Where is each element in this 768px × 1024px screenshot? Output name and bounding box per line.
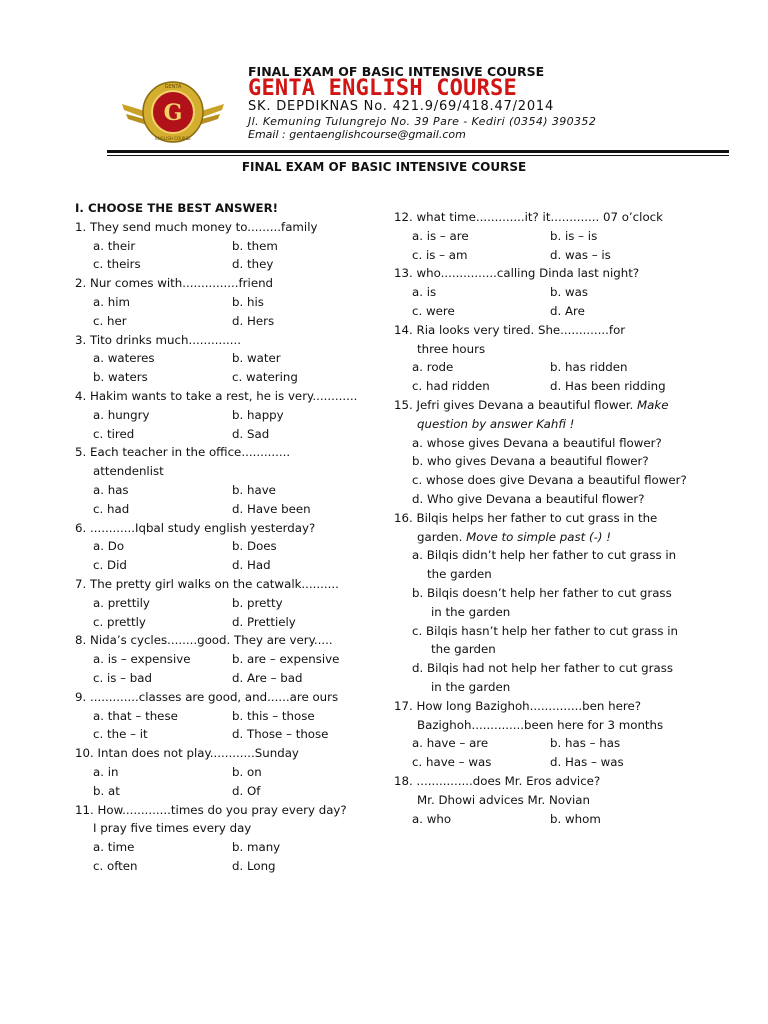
option[interactable]: b. water: [232, 351, 281, 366]
question-18: 18. ...............does Mr. Eros advice? Mr. Dhowi advices Mr. Novian a. who b. whom: [394, 772, 694, 828]
email-line: [248, 128, 466, 141]
exam-title: FINAL EXAM OF BASIC INTENSIVE COURSE: [241, 160, 527, 174]
option[interactable]: d. Are – bad: [232, 670, 303, 685]
option[interactable]: c. have – was: [412, 755, 492, 770]
question-10: 10. Intan does not play............Sunday a. in b. on b. at d. Of: [75, 744, 395, 800]
question-14: 14. Ria looks very tired. She.............for three hours a. rode b. has ridden c. had ridden d. Has been ridding: [394, 321, 694, 396]
question-6: 6. ............Iqbal study english yesterday? a. Do b. Does c. Did d. Had: [75, 519, 395, 575]
option[interactable]: b. this – those: [232, 708, 315, 723]
logo-text-top: GENTA: [164, 84, 182, 90]
option[interactable]: a. in: [93, 764, 119, 779]
option[interactable]: c. is – am: [412, 247, 468, 262]
option[interactable]: a. that – these: [93, 708, 178, 723]
option[interactable]: b. are – expensive: [232, 652, 340, 667]
question-3: 3. Tito drinks much.............. a. wateres b. water b. waters c. watering: [75, 331, 395, 387]
question-13: 13. who...............calling Dinda last night? a. is b. was c. were d. Are: [394, 264, 694, 320]
header-rule-thick: [107, 150, 729, 153]
option[interactable]: c. is – bad: [93, 670, 153, 685]
question-7: 7. The pretty girl walks on the catwalk.......... a. prettily b. pretty c. prettly d. Prettiely: [75, 575, 395, 631]
option[interactable]: a. Do: [93, 539, 125, 554]
option[interactable]: b. on: [232, 764, 262, 779]
address: Jl. Kemuning Tulungrejo No. 39 Pare - Kediri (0354) 390352: [248, 115, 597, 128]
genta-logo: [120, 74, 226, 150]
option[interactable]: c. prettly: [93, 614, 146, 629]
option[interactable]: a. is – are: [412, 228, 469, 243]
option[interactable]: d. Of: [232, 783, 261, 798]
option[interactable]: a. prettily: [93, 595, 150, 610]
question-1: 1. They send much money to.........family a. their b. them c. theirs d. they: [75, 218, 395, 274]
option[interactable]: b. his: [232, 294, 264, 309]
option[interactable]: a. him: [93, 294, 130, 309]
option[interactable]: d. Who give Devana a beautiful flower?: [412, 491, 645, 506]
option[interactable]: b. Does: [232, 539, 277, 554]
option[interactable]: d. they: [232, 257, 274, 272]
option[interactable]: c. watering: [232, 370, 298, 385]
question-2: 2. Nur comes with...............friend a. him b. his c. her d. Hers: [75, 274, 395, 330]
option[interactable]: c. the – it: [93, 727, 148, 742]
option[interactable]: c. theirs: [93, 257, 141, 272]
option[interactable]: d. Has – was: [550, 755, 624, 770]
option[interactable]: d. Hers: [232, 313, 275, 328]
option[interactable]: c. whose does give Devana a beautiful flower?: [412, 473, 687, 488]
option[interactable]: c. Bilqis hasn’t help her father to cut grass in: [412, 623, 678, 638]
option[interactable]: b. whom: [550, 811, 601, 826]
option[interactable]: d. Prettiely: [232, 614, 296, 629]
email-address: gentaenglishcourse@gmail.com: [289, 128, 466, 141]
option[interactable]: b. them: [232, 238, 278, 253]
sk-number: SK. DEPDIKNAS No. 421.9/69/418.47/2014: [248, 99, 555, 114]
option[interactable]: b. waters: [93, 370, 148, 385]
option[interactable]: b. was: [550, 285, 589, 300]
option[interactable]: b. is – is: [550, 228, 598, 243]
section-heading: I. CHOOSE THE BEST ANSWER!: [75, 201, 279, 215]
header-top-title: FINAL EXAM OF BASIC INTENSIVE COURSE: [248, 64, 545, 79]
option[interactable]: b. Bilqis doesn’t help her father to cut grass: [412, 585, 672, 600]
option[interactable]: d. was – is: [550, 247, 611, 262]
option[interactable]: b. pretty: [232, 595, 283, 610]
option[interactable]: d. Had: [232, 558, 271, 573]
option[interactable]: b. at: [93, 783, 120, 798]
option[interactable]: c. often: [93, 858, 138, 873]
question-17: 17. How long Bazighoh..............ben here? Bazighoh..............been here for 3 months a. have – are b. has – has c. have – was d. Has – was: [394, 697, 694, 772]
question-4: 4. Hakim wants to take a rest, he is very............ a. hungry b. happy c. tired d. Sad: [75, 387, 395, 443]
option[interactable]: a. hungry: [93, 407, 150, 422]
question-15: 15. Jefri gives Devana a beautiful flower. Make question by answer Kahfi ! a. whose gives Devana a beautiful flower? b. who gives Devana a beautiful flower? c. whose does give Devana a beautiful flower? d. Who give Devana a beautiful flower?: [394, 396, 694, 509]
option[interactable]: d. Are: [550, 303, 585, 318]
option[interactable]: b. many: [232, 840, 281, 855]
option[interactable]: a. their: [93, 238, 136, 253]
option[interactable]: a. whose gives Devana a beautiful flower?: [412, 435, 662, 450]
question-5: 5. Each teacher in the office............. attendenlist a. has b. have c. had d. Have been: [75, 443, 395, 518]
right-column: [394, 208, 694, 828]
left-column: [75, 199, 395, 876]
option[interactable]: c. Did: [93, 558, 127, 573]
logo-letter: G: [163, 100, 183, 126]
option[interactable]: b. have: [232, 482, 276, 497]
option[interactable]: a. Bilqis didn’t help her father to cut grass in: [412, 548, 677, 563]
option[interactable]: a. rode: [412, 360, 454, 375]
option[interactable]: d. Have been: [232, 501, 311, 516]
brand-name: GENTA ENGLISH COURSE: [248, 76, 517, 101]
header-rule-thin: [107, 155, 729, 156]
option[interactable]: c. her: [93, 313, 127, 328]
question-9: 9. .............classes are good, and......are ours a. that – these b. this – those c. the – it d. Those – those: [75, 688, 395, 744]
email-label: Email :: [248, 128, 286, 141]
question-8: 8. Nida’s cycles........good. They are very..... a. is – expensive b. are – expensive c. is – bad d. Are – bad: [75, 631, 395, 687]
option[interactable]: a. have – are: [412, 736, 489, 751]
option[interactable]: b. has – has: [550, 736, 621, 751]
option[interactable]: a. wateres: [93, 351, 155, 366]
option[interactable]: d. Sad: [232, 426, 270, 441]
option[interactable]: a. who: [412, 811, 452, 826]
option[interactable]: d. Long: [232, 858, 276, 873]
option[interactable]: d. Has been ridding: [550, 379, 666, 394]
option[interactable]: a. is: [412, 285, 437, 300]
question-16: 16. Bilqis helps her father to cut grass in the garden. Move to simple past (-) ! a. Bilqis didn’t help her father to cut grass in the garden b. Bilqis doesn’t help her father to cut grass in the garden c. Bilqis hasn’t help her father to cut grass in the garden d. Bilqis had not help her father to cut grass in the garden: [394, 509, 694, 697]
option[interactable]: c. had: [93, 501, 130, 516]
option[interactable]: b. happy: [232, 407, 284, 422]
option[interactable]: b. has ridden: [550, 360, 628, 375]
logo-text-bottom: ENGLISH COURSE: [155, 136, 191, 141]
question-11: 11. How.............times do you pray every day? I pray five times every day a. time b. many c. often d. Long: [75, 801, 395, 876]
option[interactable]: d. Those – those: [232, 727, 329, 742]
option[interactable]: b. who gives Devana a beautiful flower?: [412, 454, 649, 469]
option[interactable]: a. is – expensive: [93, 652, 191, 667]
option[interactable]: a. time: [93, 840, 135, 855]
option[interactable]: d. Bilqis had not help her father to cut grass: [412, 661, 674, 676]
option[interactable]: c. tired: [93, 426, 135, 441]
option[interactable]: c. were: [412, 303, 455, 318]
option[interactable]: a. has: [93, 482, 129, 497]
question-12: 12. what time.............it? it............. 07 o’clock a. is – are b. is – is c. is – am d. was – is: [394, 208, 694, 264]
option[interactable]: c. had ridden: [412, 379, 490, 394]
